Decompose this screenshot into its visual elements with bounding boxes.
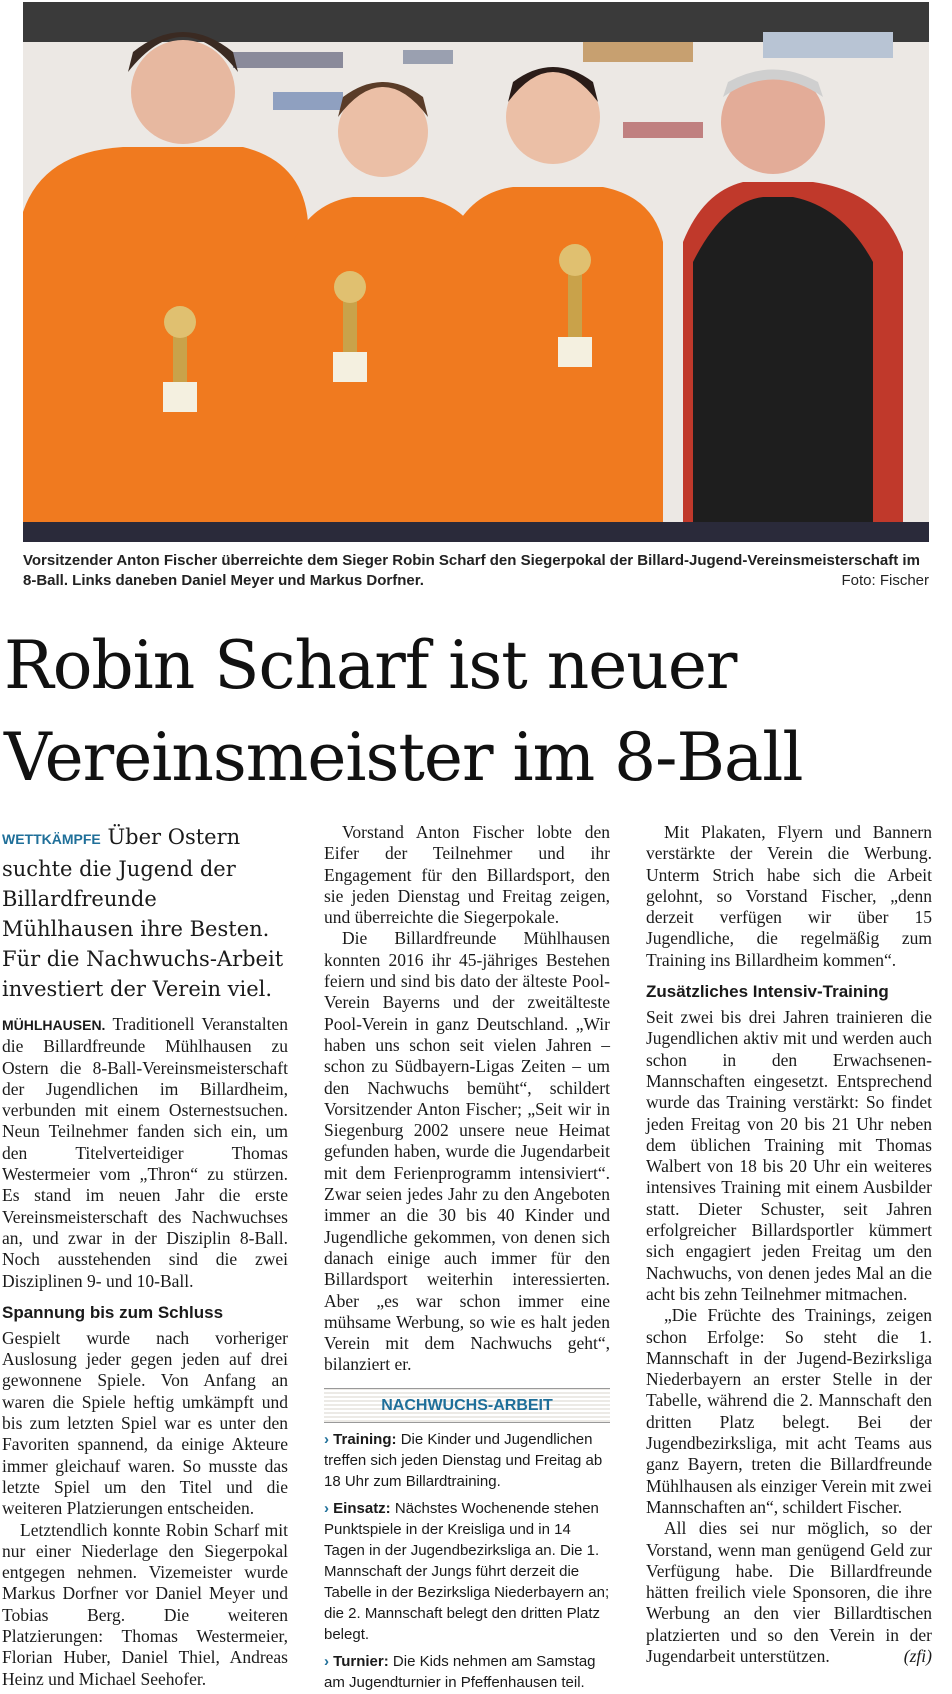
column-2 [324, 822, 610, 1693]
subheading: Zusätzliches Intensiv-Training [646, 982, 889, 1002]
body-paragraph: „Die Früchte des Trainings, zeigen schon Erfolge: So steht die 1. Mannschaft in der Jugend-Bezirksliga Niederbayern an erster Stelle in der Tabelle, während die 2. Mannschaft den dritten Platz belegt. Bei der Jugendbezirksliga, mit acht Teams aus ganz Bayern, treten die Billardfreunde Mühlhausen als einziger Verein mit zwei Mannschaften an“, schildert Fischer. [646, 1305, 932, 1517]
subheading: Spannung bis zum Schluss [2, 1302, 224, 1322]
info-text: Die Kids nehmen am Samstag am Jugendturnier in Pfeffenhausen teil. [324, 1653, 596, 1692]
info-box-item [324, 1498, 610, 1645]
body-paragraph: Mit Plakaten, Flyern und Bannern verstärkte der Verein die Werbung. Unterm Strich habe sich die Arbeit gelohnt, so Vorstand Fischer, „denn derzeit verfügen wir über 15 Jugendliche, die regelmäßig zum Training ins Billardheim kommen“. [646, 822, 932, 970]
body-text: Traditionell Veranstalten die Billardfreunde Mühlhausen zu Ostern die 8-Ball-Vereinsmeisterschaft der Jugendlichen im Billardheim, verbunden mit einem Osternestsuchen. Neun Teilnehmer fanden sich ein, um den Titelverteidiger Thomas Westermeier vom „Thron“ zu stürzen. Es stand im neuen Jahr die erste Vereinsmeisterschaft des Nachwuchses an, und zwar in der Disziplin 8-Ball. Noch ausstehenden sind die zwei Disziplinen 9- und 10-Ball. [2, 1014, 288, 1291]
info-label: Einsatz: [333, 1500, 391, 1518]
author-signature: (zfi) [903, 1645, 932, 1666]
headline-line-1: Robin Scharf ist neuer [4, 627, 737, 704]
body-paragraph: Vorstand Anton Fischer lobte den Eifer der Teilnehmer und ihr Engagement für den Billardsport, den sie jeden Dienstag und Freitag zeigen, und überreichte die Siegerpokale. [324, 822, 610, 928]
bullet-arrow-icon: › [324, 1653, 329, 1671]
kicker: WETTKÄMPFE [2, 831, 101, 847]
bullet-arrow-icon: › [324, 1431, 329, 1449]
info-text: Die Kinder und Jugendlichen treffen sich jeden Dienstag und Freitag ab 18 Uhr zum Billardtraining. [324, 1431, 603, 1491]
info-box-title: NACHWUCHS-ARBEIT [324, 1389, 610, 1423]
photo-icon [23, 2, 929, 542]
info-label: Training: [333, 1431, 397, 1449]
body-text: All dies sei nur möglich, so der Vorstand, wenn man genügend Geld zur Verfügung habe. Die Billardfreunde hätten freilich viele Sponsoren, die ihre Werbung an den vier Billardtischen platzierten und so den Verein in der Jugendarbeit unterstützen. [646, 1518, 932, 1666]
lead-paragraph [2, 822, 288, 1004]
body-paragraph [646, 1518, 932, 1667]
column-3 [646, 822, 932, 1667]
dateline: MÜHLHAUSEN. [2, 1017, 106, 1033]
lead-text: Über Ostern suchte die Jugend der Billardfreunde Mühlhausen ihre Besten. Für die Nachwuchs-Arbeit investiert der Verein viel. [2, 825, 284, 1001]
body-paragraph: Letztendlich konnte Robin Scharf mit nur einer Niederlage den Siegerpokal entgegen nehmen. Vizemeister wurde Markus Dorfner vor Daniel Meyer und Tobias Berg. Die weiteren Platzierungen: Thomas Westermeier, Florian Huber, Daniel Thiel, Andreas Heinz und Michael Seehofer. [2, 1519, 288, 1689]
bullet-arrow-icon: › [324, 1500, 329, 1518]
body-paragraph: Gespielt wurde nach vorheriger Auslosung jeder gegen jeden auf drei gewonnene Spiele. Von Anfang an waren die Spiele heftig umkämpft und bis zum letzten Spiel war es unter den Favoriten spannend, da einige Akteure immer gleichauf waren. So musste das letzte Spiel um den Titel und die weiteren Platzierungen entscheiden. [2, 1327, 288, 1519]
headline-line-2: Vereinsmeister im 8-Ball [4, 719, 803, 796]
body-paragraph [2, 1014, 288, 1292]
body-paragraph: Die Billardfreunde Mühlhausen konnten 2016 ihr 45-jähriges Bestehen feiern und sind bis dato der älteste Pool-Verein Bayerns und der zweitälteste Pool-Verein in ganz Deutschland. „Wir haben uns schon seit vielen Jahren – schon zu Südbayern-Ligas Zeiten – um den Nachwuchs bemüht“, schildert Vorsitzender Anton Fischer; „Seit wir in Siegenburg 2002 unsere neue Heimat gefunden haben, wurde die Jugendarbeit mit dem Ferienprogramm intensiviert“. Zwar seien jedes Jahr zu den Angeboten immer an die 30 bis 40 Kinder und Jugendliche gekommen, von denen sich danach einige auch immer für den Billardsport weiterhin interessierten. Aber „es war schon immer eine mühsame Werbung, so wie es halt jeden Verein mit dem Nachwuchs geht“, bilanziert er. [324, 928, 610, 1375]
info-box [324, 1388, 610, 1693]
article-photo [23, 2, 929, 542]
headline [4, 620, 944, 804]
info-label: Turnier: [333, 1653, 389, 1671]
body-paragraph: Seit zwei bis drei Jahren trainieren die Jugendlichen aktiv mit und werden auch schon in den Erwachsenen-Mannschaften eingesetzt. Entsprechend wurde das Training verstärkt: So findet jeden Freitag von 20 bis 21 Uhr neben dem üblichen Training mit Thomas Walbert von 18 bis 20 Uhr ein weiteres intensives Training mit einem Ausbilder statt. Dieter Schuster, seit Jahren erfolgreicher Billardsportler kümmert sich engagiert jeden Freitag um den Nachwuchs, von denen jedes Mal an die acht bis zehn Teilnehmer mitmachen. [646, 1007, 932, 1304]
info-box-item [324, 1429, 610, 1492]
photo-caption [23, 551, 929, 591]
caption-text: Vorsitzender Anton Fischer überreichte dem Sieger Robin Scharf den Siegerpokal der Billard-Jugend-Vereinsmeisterschaft im 8-Ball. Links daneben Daniel Meyer und Markus Dorfner. [23, 552, 920, 589]
photo-credit: Foto: Fischer [841, 572, 929, 589]
column-1 [2, 822, 288, 1690]
info-text: Nächstes Wochenende stehen Punktspiele in der Kreisliga und in 14 Tagen in der Jugendbezirksliga an. Die 1. Mannschaft der Jungs führt derzeit die Tabelle in der Bezirksliga Niederbayern an; die 2. Mannschaft belegt den dritten Platz belegt. [324, 1500, 610, 1644]
info-box-item [324, 1651, 610, 1693]
